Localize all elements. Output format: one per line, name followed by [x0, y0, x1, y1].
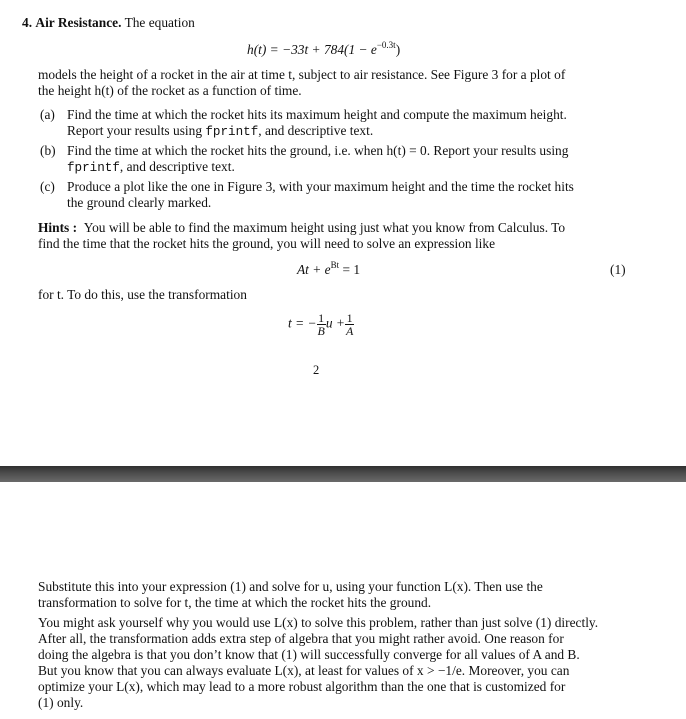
eq1-lhs: At + e	[297, 262, 331, 277]
equation-exponent: −0.3t	[376, 40, 396, 50]
eq1-exponent: Bt	[330, 260, 340, 270]
explanation-paragraph	[38, 615, 630, 711]
height-equation	[247, 42, 400, 58]
transform-frac1-den: B	[317, 324, 325, 338]
transform-lhs: t = −	[288, 315, 317, 331]
equation-1-number: (1)	[610, 262, 626, 277]
intro-paragraph	[38, 67, 630, 99]
transform-frac2-den: A	[345, 324, 354, 338]
transform-fraction-2	[345, 312, 354, 337]
hints-label: Hints :	[38, 220, 78, 235]
page-number: 2	[313, 363, 320, 377]
explanation-line-6: (1) only.	[38, 695, 84, 710]
hints-line-2: find the time that the rocket hits the ground, you will need to solve an expression like	[38, 236, 496, 251]
intro-line-2: the height h(t) of the rocket as a function of time.	[38, 83, 302, 98]
intro-line-1: models the height of a rocket in the air at time t, subject to air resistance. See Figure 3 for a plot of	[38, 67, 566, 82]
part-b-code: fprintf	[67, 161, 120, 175]
explanation-line-3: doing the algebra is that you don’t know that (1) will successfully converge for all values of A and B.	[38, 647, 580, 662]
part-b-label: (b)	[40, 143, 56, 158]
part-c-line-2: the ground clearly marked.	[67, 195, 212, 210]
substitute-line-2: transformation to solve for t, the time at which the rocket hits the ground.	[38, 595, 432, 610]
part-b-line-1: Find the time at which the rocket hits the ground, i.e. when h(t) = 0. Report your results using	[67, 143, 569, 158]
substitute-paragraph	[38, 579, 630, 611]
page-2	[0, 482, 686, 719]
problem-title: Air Resistance.	[35, 15, 122, 30]
problem-number: 4.	[22, 15, 33, 30]
part-c-label: (c)	[40, 179, 55, 194]
part-b-line-2-post: , and descriptive text.	[119, 159, 235, 174]
for-t-text: for t. To do this, use the transformation	[38, 287, 247, 302]
part-a-code: fprintf	[205, 125, 259, 139]
part-a-line-1: Find the time at which the rocket hits its maximum height and compute the maximum height.	[67, 107, 567, 122]
explanation-line-1: You might ask yourself why you would use L(x) to solve this problem, rather than just solve (1) directly.	[38, 615, 599, 630]
equation-lhs: h(t) = −33t + 784(1 − e	[247, 42, 377, 57]
transformation-equation	[288, 312, 354, 337]
page-divider	[0, 466, 686, 482]
part-a-label: (a)	[40, 107, 55, 122]
problem-heading	[22, 15, 195, 31]
transform-frac1-num: 1	[318, 311, 325, 325]
eq1-rhs: = 1	[339, 262, 361, 277]
hints-paragraph	[38, 220, 630, 252]
part-a-line-2-pre: Report your results using	[67, 123, 206, 138]
transform-fraction-1	[317, 312, 326, 337]
transform-mid: u +	[325, 315, 345, 331]
hints-line-1: You will be able to find the maximum height using just what you know from Calculus. To	[83, 220, 566, 235]
substitute-line-1: Substitute this into your expression (1) and solve for u, using your function L(x). Then use the	[38, 579, 543, 594]
equation-1	[297, 262, 360, 278]
problem-intro: The equation	[124, 15, 195, 30]
equation-close: )	[395, 42, 401, 57]
transform-frac2-num: 1	[346, 311, 353, 325]
explanation-line-5: optimize your L(x), which may lead to a more robust algorithm than the one that is customized for	[38, 679, 566, 694]
explanation-line-4: But you know that you can always evaluate L(x), at least for values of x > −1/e. Moreover, you can	[38, 663, 570, 678]
part-a-line-2-post: , and descriptive text.	[258, 123, 374, 138]
explanation-line-2: After all, the transformation adds extra step of algebra that you might rather avoid. One reason for	[38, 631, 564, 646]
part-c-line-1: Produce a plot like the one in Figure 3, with your maximum height and the time the rocket hits	[67, 179, 574, 194]
